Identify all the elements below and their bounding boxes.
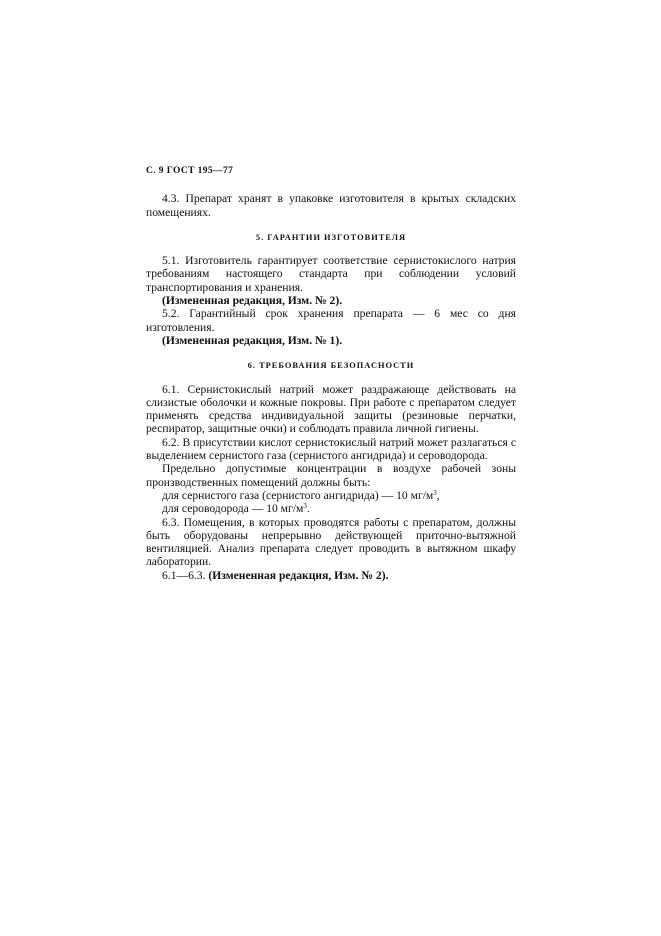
amendment-note-6	[146, 569, 516, 582]
document-page	[146, 165, 516, 582]
amendment-note-5-1: (Измененная редакция, Изм. № 2).	[162, 294, 343, 308]
amendment-range: 6.1—6.3.	[162, 568, 209, 582]
amendment-note-5-2: (Измененная редакция, Изм. № 1).	[162, 333, 343, 347]
section-6-heading: 6. ТРЕБОВАНИЯ БЕЗОПАСНОСТИ	[247, 361, 415, 371]
paragraph-5-1: 5.1. Изготовитель гарантирует соответствие сернистокислого натрия требованиям настоящего стандарта при соблюдении условий транспортирования и хранения.	[146, 254, 516, 294]
paragraph-6-2: 6.2. В присутствии кислот сернистокислый натрий может разлагаться с выделением сернистого газа (сернистого ангидрида) и сероводорода.	[146, 435, 516, 463]
paragraph-6-1: 6.1. Сернистокислый натрий может раздражающе действовать на слизистые оболочки и кожные покровы. При работе с препаратом следует применять средства индивидуальной защиты (резиновые перчатки, респиратор, защитные очки) и соблюдать правила личной гигиены.	[146, 382, 516, 436]
paragraph-5-2: 5.2. Гарантийный срок хранения препарата — 6 мес со дня изготовления.	[146, 307, 516, 334]
limit-period: .	[306, 502, 310, 516]
limit-comma: ,	[436, 488, 440, 502]
paragraph-6-3: 6.3. Помещения, в которых проводятся работы с препаратом, должны быть оборудованы непрерывно действующей приточно-вытяжной вентиляцией. Анализ препарата следует проводить в вытяжном шкафу лаборатории.	[146, 515, 516, 569]
limit-sulfur-dioxide-text: для сернистого газа (сернистого ангидрида) — 10 мг/м	[162, 488, 434, 502]
superscript-3: 3	[433, 488, 437, 497]
section-5-heading: 5. ГАРАНТИИ ИЗГОТОВИТЕЛЯ	[255, 232, 407, 242]
paragraph-4-3: 4.3. Препарат хранят в упаковке изготовителя в крытых складских помещениях.	[146, 192, 516, 219]
page-header: С. 9 ГОСТ 195—77	[146, 166, 234, 176]
amendment-note-6-text: (Измененная редакция, Изм. № 2).	[208, 568, 389, 582]
paragraph-limits: Предельно допустимые концентрации в воздухе рабочей зоны производственных помещений должны быть:	[146, 462, 516, 489]
superscript-3: 3	[303, 502, 307, 511]
limit-hydrogen-sulfide	[146, 502, 516, 515]
limit-hydrogen-sulfide-text: для сероводорода — 10 мг/м	[162, 502, 304, 516]
limit-sulfur-dioxide	[146, 489, 516, 502]
